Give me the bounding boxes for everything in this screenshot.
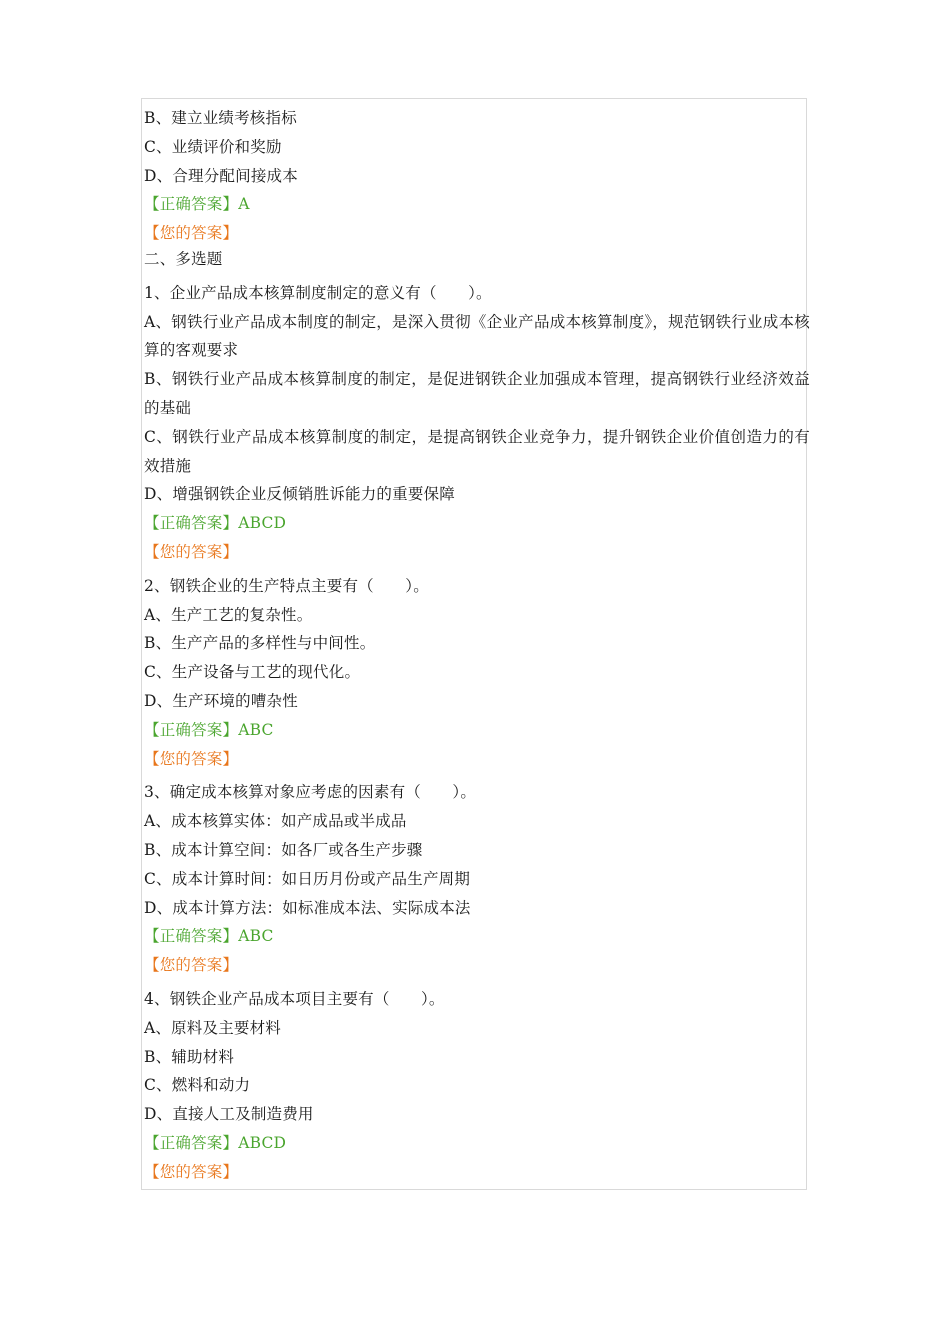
question-4 (144, 985, 810, 1187)
document-content (144, 104, 810, 1186)
option-d: D、增强钢铁企业反倾销胜诉能力的重要保障 (144, 485, 455, 504)
option-a: A、钢铁行业产品成本制度的制定，是深入贯彻《企业产品成本核算制度》，规范钢铁行业成本核算的客观要求 (144, 312, 810, 360)
option-b: B、成本计算空间：如各厂或各生产步骤 (144, 840, 423, 859)
question-stem: 3、确定成本核算对象应考虑的因素有（ ）。 (144, 783, 477, 802)
option-a: A、成本核算实体：如产成品或半成品 (144, 812, 407, 831)
option-d: D、成本计算方法：如标准成本法、实际成本法 (144, 898, 471, 917)
option-b: B、生产产品的多样性与中间性。 (144, 634, 376, 653)
question-stem: 1、企业产品成本核算制度制定的意义有（ ）。 (144, 283, 492, 302)
option-b: B、建立业绩考核指标 (144, 109, 297, 127)
question-1 (144, 279, 810, 567)
correct-answer: 【正确答案】ABCD (144, 514, 287, 533)
option-c: C、生产设备与工艺的现代化。 (144, 663, 361, 682)
correct-answer: 【正确答案】ABC (144, 720, 274, 739)
option-d: D、直接人工及制造费用 (144, 1105, 314, 1124)
your-answer: 【您的答案】 (144, 542, 239, 561)
section-title: 二、多选题 (144, 249, 223, 268)
your-answer: 【您的答案】 (144, 956, 239, 975)
question-stem: 2、钢铁企业的生产特点主要有（ ）。 (144, 576, 429, 595)
correct-answer: 【正确答案】ABCD (144, 1133, 287, 1152)
option-c: C、业绩评价和奖励 (144, 137, 282, 156)
your-answer: 【您的答案】 (144, 224, 239, 243)
option-b: B、辅助材料 (144, 1047, 235, 1066)
correct-answer: 【正确答案】ABC (144, 927, 274, 946)
option-c: C、成本计算时间：如日历月份或产品生产周期 (144, 869, 471, 888)
question-3 (144, 778, 810, 980)
question-2 (144, 572, 810, 774)
your-answer: 【您的答案】 (144, 1162, 239, 1181)
question-stem: 4、钢铁企业产品成本项目主要有（ ）。 (144, 989, 445, 1008)
option-a: A、生产工艺的复杂性。 (144, 605, 313, 624)
previous-question (144, 104, 810, 248)
option-d: D、合理分配间接成本 (144, 166, 298, 185)
option-b: B、钢铁行业产品成本核算制度的制定，是促进钢铁企业加强成本管理，提高钢铁行业经济效益的基础 (144, 370, 810, 417)
option-d: D、生产环境的嘈杂性 (144, 691, 298, 710)
correct-answer: 【正确答案】A (144, 195, 250, 214)
option-c: C、燃料和动力 (144, 1076, 251, 1095)
option-c: C、钢铁行业产品成本核算制度的制定，是提高钢铁企业竞争力，提升钢铁企业价值创造力的有效措施 (144, 427, 810, 475)
option-a: A、原料及主要材料 (144, 1018, 281, 1037)
your-answer: 【您的答案】 (144, 749, 239, 768)
